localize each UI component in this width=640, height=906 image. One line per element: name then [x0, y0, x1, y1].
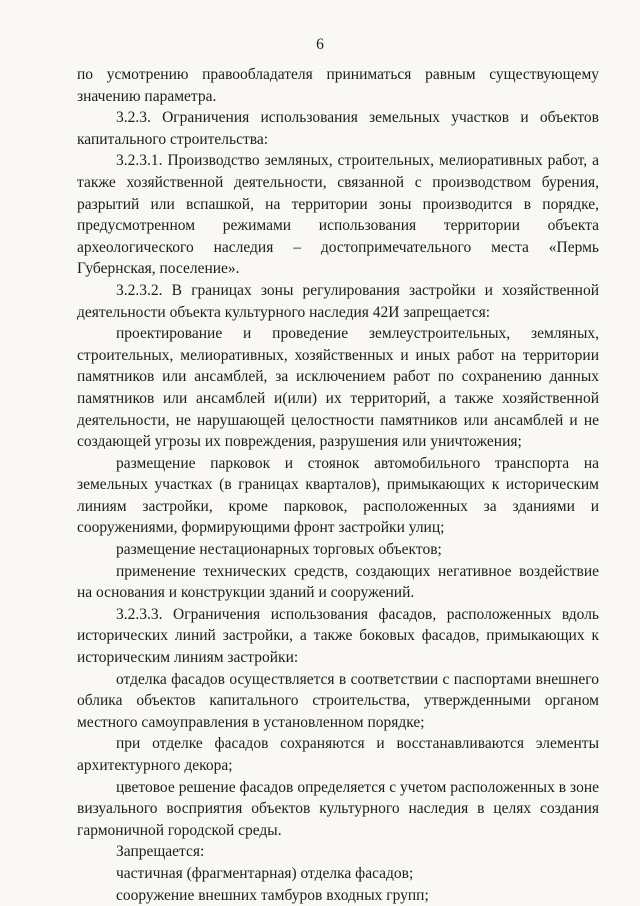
list-item-technical-means: применение технических средств, создающих негативное воздействие на основания и конструкции зданий и сооружений.	[77, 562, 599, 602]
list-item-color-solution: цветовое решение фасадов определяется с учетом расположенных в зоне визуального восприятия объектов культурного наследия в целях создания гармоничной городской среды.	[77, 778, 599, 839]
paragraph-3-2-3: 3.2.3. Ограничения использования земельных участков и объектов капитального строительства:	[77, 109, 599, 148]
list-item-parking: размещение парковок и стоянок автомобильного транспорта на земельных участках (в границах кварталов), примыкающих к историческим линиям застройки, кроме парковок, расположенных за зданиями и сооружениями, формирующими фронт застройки улиц;	[77, 454, 599, 537]
list-item-vestibules: сооружение внешних тамбуров входных групп;	[116, 886, 429, 904]
document-body	[77, 64, 599, 906]
paragraph-3-2-3-1: 3.2.3.1. Производство земляных, строительных, мелиоративных работ, а также хозяйственной деятельности, связанной с производством бурения, разрытий или вспашкой, на территории зоны производится в порядке, предусмотренном режимами использования территории объекта археологического наследия – достопримечательного места «Пермь Губернская, поселение».	[77, 152, 599, 278]
paragraph-3-2-3-3: 3.2.3.3. Ограничения использования фасадов, расположенных вдоль исторических линий застройки, а также боковых фасадов, примыкающих к историческим линиям застройки:	[77, 605, 599, 667]
list-item-trade-objects: размещение нестационарных торговых объектов;	[116, 541, 442, 559]
list-item-facade-finishing: отделка фасадов осуществляется в соответствии с паспортами внешнего облика объектов капитального строительства, утвержденными органом местного самоуправления в установленном порядке;	[77, 670, 599, 731]
list-item-design-works: проектирование и проведение землеустроительных, земляных, строительных, мелиоративных, хозяйственных и иных работ на территории памятников или ансамблей, за исключением работ по сохранению данных памятников или ансамблей и(или) их территорий, а также хозяйственной деятельности, не нарушающей целостности памятников или ансамблей и не создающей угрозы их повреждения, разрушения или уничтожения;	[77, 325, 599, 451]
page-number: 6	[316, 36, 324, 53]
paragraph-continuation: по усмотрению правообладателя приниматься равным существующему значению параметра.	[77, 66, 599, 105]
list-item-partial-finishing: частичная (фрагментарная) отделка фасадов;	[116, 864, 414, 882]
prohibited-heading: Запрещается:	[116, 843, 205, 861]
paragraph-3-2-3-2: 3.2.3.2. В границах зоны регулирования застройки и хозяйственной деятельности объекта культурного наследия 42И запрещается:	[77, 281, 599, 321]
list-item-decor: при отделке фасадов сохраняются и восстанавливаются элементы архитектурного декора;	[77, 735, 599, 774]
